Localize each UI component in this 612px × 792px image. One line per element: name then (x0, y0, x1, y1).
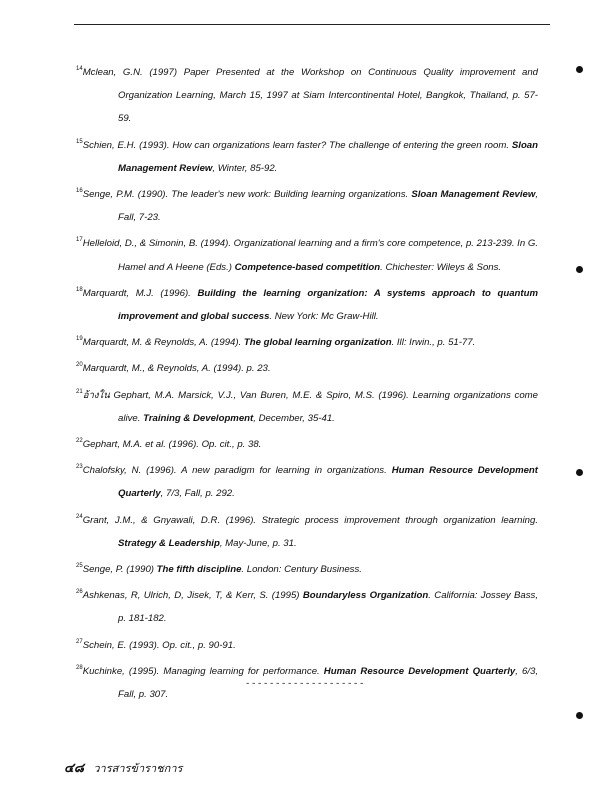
footnote-text: , May-June, p. 31. (219, 537, 297, 549)
footnote-15 (76, 131, 538, 180)
footnote-text: Mclean, G.N. (1997) Paper Presented at the Workshop on Continuous Quality improvement and Organization Learning, March 15, 1997 at Siam Intercontinental Hotel, Bangkok, Thailand, p. 57-59. (82, 67, 538, 125)
footnote-24 (76, 506, 538, 555)
footnote-20 (76, 354, 538, 380)
page-number: ๔๘ (64, 761, 84, 776)
footnote-text: Marquardt, M.J. (1996). (82, 287, 198, 299)
footnote-title: Boundaryless Organization (302, 590, 429, 602)
footnote-21 (76, 381, 538, 430)
footnote-number: 21 (76, 388, 83, 395)
footnote-text: Marquardt, M., & Reynolds, A. (1994). p. 23. (82, 363, 271, 375)
footnote-number: 23 (76, 464, 83, 471)
footnotes-list (76, 58, 538, 706)
footnote-text: , Winter, 85-92. (212, 162, 278, 174)
footnote-title: Competence-based competition (234, 261, 381, 273)
footnote-text: Kuchinke, (1995). Managing learning for performance. (82, 665, 324, 677)
footnote-19 (76, 328, 538, 354)
footnote-text: . New York: Mc Graw-Hill. (269, 311, 379, 323)
footnote-22 (76, 430, 538, 456)
footnote-number: 18 (76, 286, 83, 293)
footnote-number: 15 (76, 138, 83, 145)
footnote-title: The fifth discipline (156, 564, 242, 576)
footnote-title: Building the learning organization: A systems approach to quantum improvement and global success (118, 287, 538, 323)
footnote-title: Training & Development (143, 412, 254, 424)
footnote-title: Human Resource Development Quarterly (323, 665, 516, 677)
journal-name: วารสารข้าราชการ (93, 762, 183, 775)
footnote-text: Schien, E.H. (1993). How can organizations learn faster? The challenge of entering the green room. (82, 139, 512, 151)
footnote-text: . California: Jossey Bass, p. 181-182. (118, 590, 538, 625)
footnote-title: The global learning organization (243, 337, 392, 349)
footnote-text: Schein, E. (1993). Op. cit., p. 90-91. (82, 639, 236, 651)
binder-hole-2 (576, 266, 583, 273)
footnote-number: 16 (76, 188, 83, 195)
footnote-text: Marquardt, M. & Reynolds, A. (1994). (82, 337, 244, 349)
end-rule: -------------------- (245, 679, 366, 689)
footnote-number: 22 (76, 438, 83, 445)
footnote-number: 14 (76, 66, 83, 72)
footnote-text: Helleloid, D., & Simonin, B. (1994). Organizational learning and a firm's core competence, p. 213-239. In G. Hamel and A Heene (Eds.) (82, 238, 538, 273)
footnote-number: 20 (76, 362, 83, 369)
footnote-25 (76, 555, 538, 581)
footnote-number: 27 (76, 638, 83, 645)
binder-hole-4 (576, 712, 583, 719)
footnote-number: 17 (76, 237, 83, 244)
footnote-text: Ashkenas, R, Ulrich, D, Jisek, T, & Kerr, S. (1995) (82, 590, 303, 602)
footnote-text: . Chichester: Wileys & Sons. (380, 261, 502, 273)
binder-hole-3 (576, 469, 583, 476)
top-rule (74, 24, 550, 25)
footnote-number: 19 (76, 336, 83, 343)
footnote-16 (76, 180, 538, 229)
footnote-text: Chalofsky, N. (1996). A new paradigm for learning in organizations. (82, 465, 392, 477)
footnote-number: 28 (76, 664, 83, 671)
footnote-number: 24 (76, 513, 83, 520)
binder-hole-1 (576, 66, 583, 73)
footnote-text: , 7/3, Fall, p. 292. (160, 488, 235, 500)
footnote-text: Senge, P.M. (1990). The leader's new work: Building learning organizations. (82, 189, 412, 201)
footnote-text: , December, 35-41. (253, 412, 335, 424)
footnote-18 (76, 279, 538, 328)
footnote-text: Gephart, M.A. et al. (1996). Op. cit., p. 38. (82, 439, 262, 451)
footnote-27 (76, 631, 538, 657)
page-footer (64, 757, 182, 778)
footnote-text: Senge, P. (1990) (82, 564, 157, 576)
footnote-title: Sloan Management Review (118, 139, 538, 174)
footnote-text: Grant, J.M., & Gnyawali, D.R. (1996). Strategic process improvement through organization learning. (82, 514, 538, 526)
footnote-text: , 6/3, Fall, p. 307. (118, 665, 538, 701)
footnote-number: 26 (76, 589, 83, 596)
footnote-text: . London: Century Business. (241, 564, 362, 576)
footnote-text: , Fall, 7-23. (118, 189, 539, 224)
footnote-text: . Ill: Irwin., p. 51-77. (391, 337, 476, 349)
footnote-title: Sloan Management Review (411, 189, 536, 201)
footnote-text: อ้างใน Gephart, M.A. Marsick, V.J., Van Buren, M.E. & Spiro, M.S. (1996). Learning organizations come alive. (82, 389, 538, 424)
footnote-17 (76, 229, 538, 278)
footnote-26 (76, 581, 538, 630)
footnote-title: Strategy & Leadership (118, 537, 220, 549)
footnote-23 (76, 456, 538, 505)
footnote-14 (76, 58, 538, 131)
footnote-number: 25 (76, 563, 83, 570)
footnote-title: Human Resource Development Quarterly (118, 465, 538, 500)
